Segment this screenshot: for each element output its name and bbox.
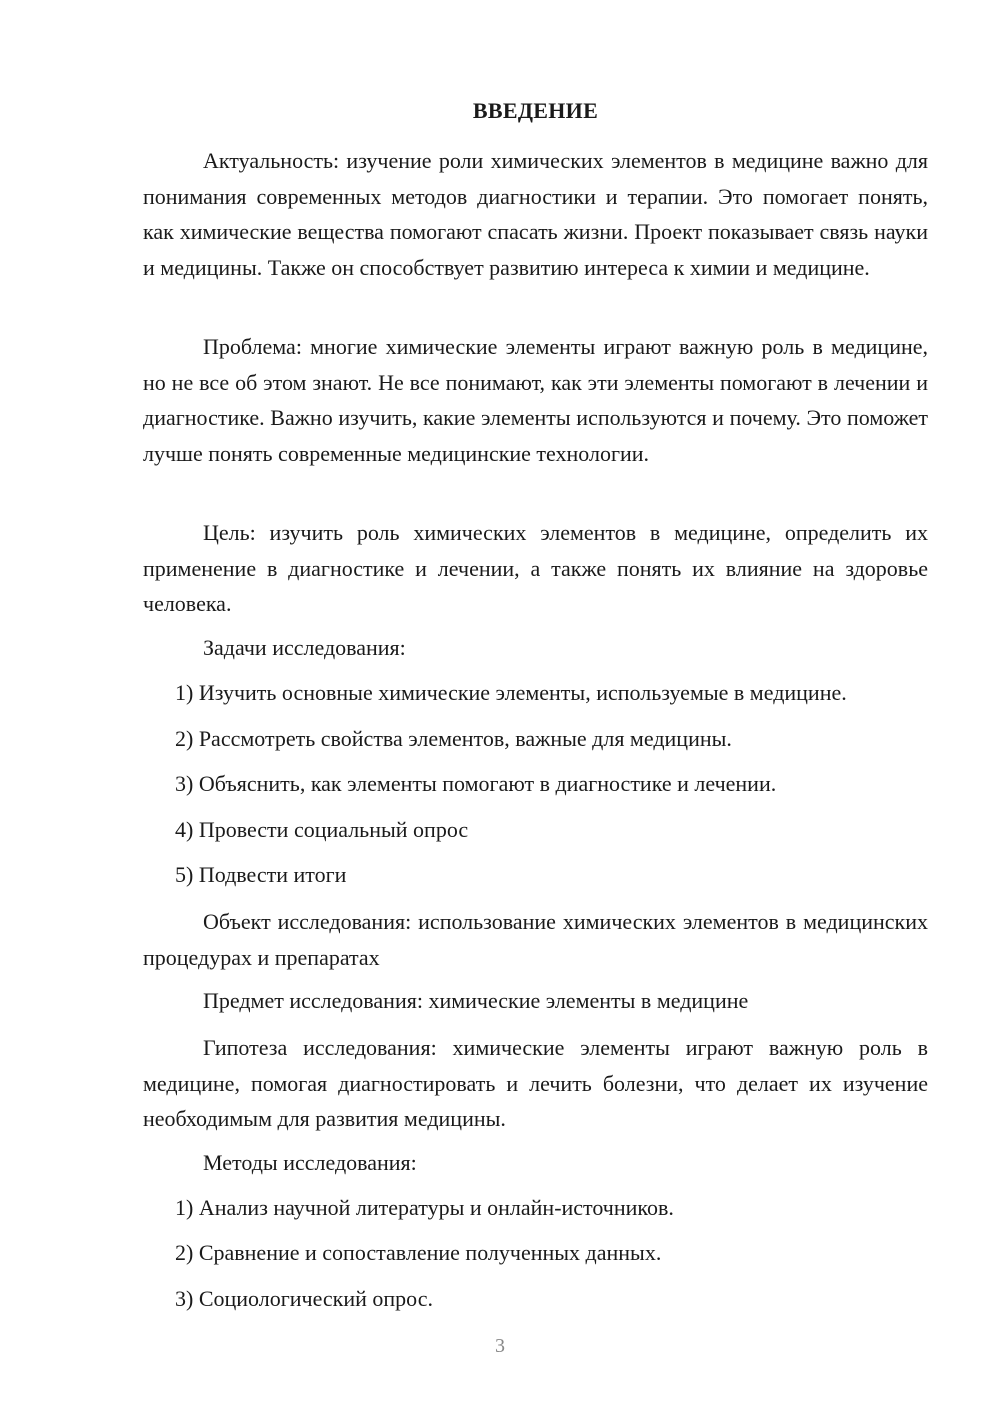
method-item: 3) Социологический опрос. xyxy=(175,1286,433,1311)
task-item: 5) Подвести итоги xyxy=(175,862,347,887)
task-item: 1) Изучить основные химические элементы, используемые в медицине. xyxy=(175,680,847,705)
task-item: 3) Объяснить, как элементы помогают в диагностике и лечении. xyxy=(175,771,777,796)
task-item: 2) Рассмотреть свойства элементов, важные для медицины. xyxy=(175,726,732,751)
method-item: 1) Анализ научной литературы и онлайн-источников. xyxy=(175,1195,674,1220)
hypothesis-paragraph: Гипотеза исследования: химические элементы играют важную роль в медицине, помогая диагностировать и лечить болезни, что делает их изучение необходимым для развития медицины. xyxy=(143,1035,928,1131)
relevance-paragraph: Актуальность: изучение роли химических элементов в медицине важно для понимания современных методов диагностики и терапии. Это помогает понять, как химические вещества помогают спасать жизни. Проект показывает связь науки и медицины. Также он способствует развитию интереса к химии и медицине. xyxy=(143,148,928,280)
subject-paragraph: Предмет исследования: химические элементы в медицине xyxy=(203,988,749,1013)
problem-paragraph: Проблема: многие химические элементы играют важную роль в медицине, но не все об этом знают. Не все понимают, как эти элементы помогают в лечении и диагностике. Важно изучить, какие элементы используются и почему. Это поможет лучше понять современные медицинские технологии. xyxy=(143,334,928,466)
object-paragraph: Объект исследования: использование химических элементов в медицинских процедурах и препаратах xyxy=(143,909,928,970)
methods-heading: Методы исследования: xyxy=(203,1150,417,1175)
page-number: 3 xyxy=(495,1335,505,1357)
section-title: ВВЕДЕНИЕ xyxy=(472,98,599,123)
goal-paragraph: Цель: изучить роль химических элементов в медицине, определить их применение в диагностике и лечении, а также понять их влияние на здоровье человека. xyxy=(143,520,928,616)
method-item: 2) Сравнение и сопоставление полученных данных. xyxy=(175,1240,662,1265)
tasks-heading: Задачи исследования: xyxy=(203,635,406,660)
task-item: 4) Провести социальный опрос xyxy=(175,817,469,842)
